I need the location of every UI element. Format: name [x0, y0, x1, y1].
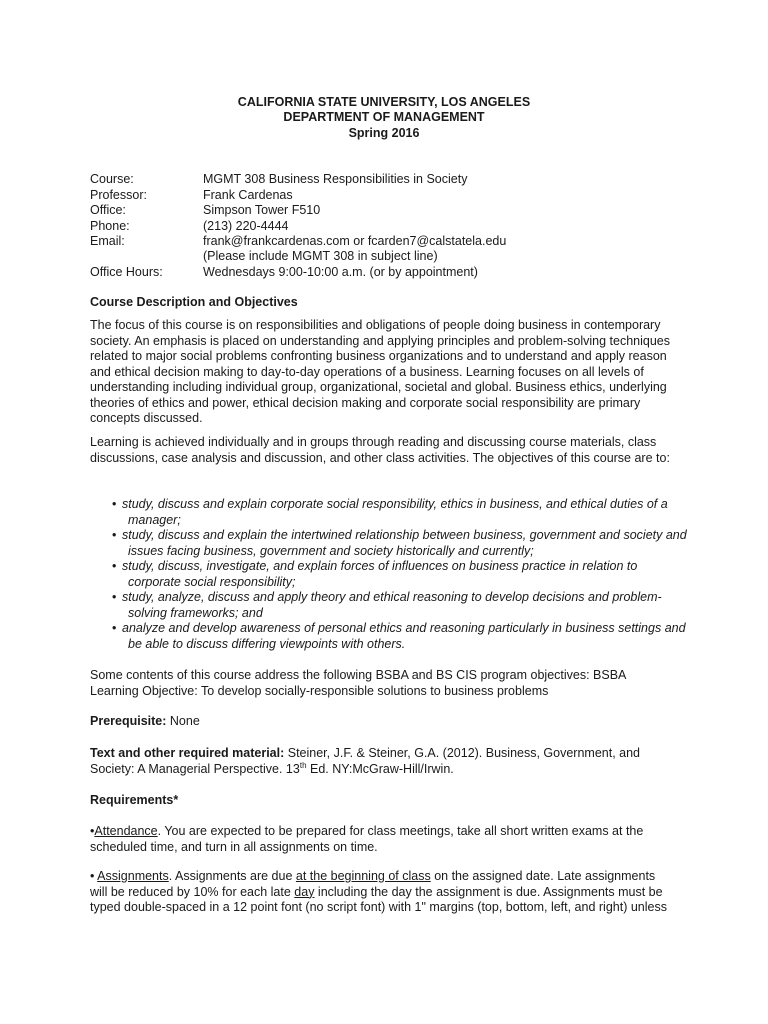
objective-item: • study, analyze, discuss and apply theory and ethical reasoning to develop decisions and problem-solving frameworks; and [112, 590, 662, 620]
bullet-icon: • [90, 869, 98, 883]
email-label: Email: [90, 234, 125, 248]
assignments-paragraph: • Assignments. Assignments are due at the beginning of class on the assigned date. Late assignments will be reduced by 10% for each late day including the day the assignment is due. Assignments must be typed double-spaced in a 12 point font (no script font) with 1" margins (top, bottom, left, and right) unless [90, 869, 667, 914]
description-paragraph: The focus of this course is on responsibilities and obligations of people doing business in contemporary society. An emphasis is placed on understanding and applying principles and problem-solving techniques related to major social problems confronting business organizations and to understand and apply reason and ethical decision making to day-to-day operations of a business. Learning focuses on all levels of understanding including individual group, organizational, societal and global. Business ethics, underlying theories of ethics and power, ethical decision making and corporate social responsibility are primary concepts discussed. [90, 318, 670, 425]
course-value: MGMT 308 Business Responsibilities in Society [203, 172, 468, 186]
department-name: DEPARTMENT OF MANAGEMENT [283, 110, 485, 124]
objective-item: • study, discuss, investigate, and explain forces of influences on business practice in relation to corporate social responsibility; [112, 559, 638, 589]
office-hours-label: Office Hours: [90, 265, 163, 279]
course-label: Course: [90, 172, 134, 186]
textbook-label: Text and other required material: [90, 746, 285, 760]
objective-item: • study, discuss and explain corporate social responsibility, ethics in business, and ethical duties of a manager; [112, 497, 668, 527]
attendance-paragraph: •Attendance. You are expected to be prepared for class meetings, take all short written exams at the scheduled time, and turn in all assignments on time. [90, 824, 644, 854]
assignments-title: Assignments [97, 869, 169, 883]
attendance-title: Attendance [94, 824, 158, 838]
objective-item: • analyze and develop awareness of personal ethics and reasoning particularly in business settings and be able to discuss differing viewpoints with others. [112, 621, 686, 651]
office-label: Office: [90, 203, 126, 217]
objective-item: • study, discuss and explain the intertwined relationship between business, government and society and issues facing business, government and society historically and currently; [112, 528, 687, 558]
bullet-icon: • [90, 824, 95, 838]
learning-paragraph: Learning is achieved individually and in groups through reading and discussing course materials, class discussions, case analysis and discussion, and other class activities. The objectives of this course are to: [90, 435, 670, 465]
phone-value: (213) 220-4444 [203, 219, 289, 233]
email-value: frank@frankcardenas.com or fcarden7@calstatela.edu [203, 234, 507, 248]
bullet-icon: • [112, 590, 117, 604]
prerequisite-label: Prerequisite: [90, 714, 167, 728]
program-objectives-paragraph: Some contents of this course address the following BSBA and BS CIS program objectives: BSBA Learning Objective: To develop socially-responsible solutions to business problems [90, 668, 626, 698]
bullet-icon: • [112, 528, 117, 542]
prerequisite-value: None [166, 714, 200, 728]
phone-label: Phone: [90, 219, 130, 233]
prerequisite-line [90, 714, 200, 728]
requirements-heading: Requirements* [90, 793, 179, 807]
description-heading: Course Description and Objectives [90, 295, 298, 309]
professor-value: Frank Cardenas [203, 188, 293, 202]
professor-label: Professor: [90, 188, 147, 202]
bullet-icon: • [112, 621, 117, 635]
office-value: Simpson Tower F510 [203, 203, 321, 217]
bullet-icon: • [112, 559, 117, 573]
university-name: CALIFORNIA STATE UNIVERSITY, LOS ANGELES [237, 95, 531, 109]
term: Spring 2016 [348, 126, 420, 140]
email-note: (Please include MGMT 308 in subject line) [203, 249, 438, 263]
office-hours-value: Wednesdays 9:00-10:00 a.m. (or by appointment) [203, 265, 478, 279]
bullet-icon: • [112, 497, 117, 511]
textbook-paragraph: Text and other required material: Steiner, J.F. & Steiner, G.A. (2012). Business, Government, and Society: A Managerial Perspective. 13th Ed. NY:McGraw-Hill/Irwin. [90, 746, 640, 776]
